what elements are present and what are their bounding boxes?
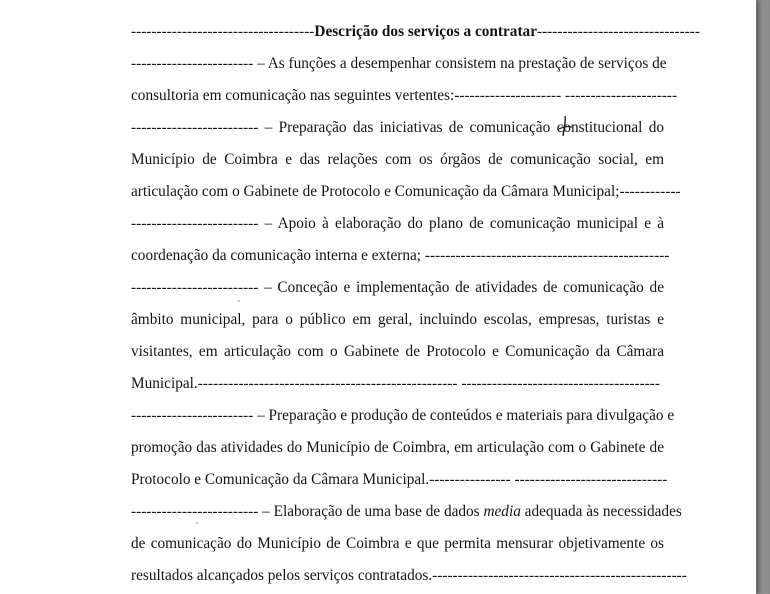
section-title: Descrição dos serviços a contratar [314, 23, 537, 40]
scan-speck [196, 522, 198, 524]
text-line: resultados alcançados pelos serviços contratados.-------------------------------------------------- [131, 567, 687, 584]
text-line: promoção das atividades do Município de Coimbra, em articulação com o Gabinete de [131, 439, 664, 456]
text-line [131, 502, 682, 522]
text-line: ------------------------ – Preparação e produção de conteúdos e materiais para divulgação e [131, 407, 675, 424]
text-line: ------------------------- – Preparação das iniciativas de comunicação constitucional do [131, 119, 664, 136]
dash-filler: ------------------------------------ [131, 23, 315, 40]
text-line: ------------------------- – Apoio à elaboração do plano de comunicação municipal e à [131, 215, 664, 232]
text-line: ------------------------ – As funções a desempenhar consistem na prestação de serviços de [131, 55, 667, 72]
text-line: ------------------------- – Conceção e implementação de atividades de comunicação de [131, 279, 664, 296]
text-line: articulação com o Gabinete de Protocolo e Comunicação da Câmara Municipal;------------ [131, 183, 681, 200]
section-heading [131, 22, 700, 42]
text-line: coordenação da comunicação interna e externa; ------------------------------------------------ [131, 247, 670, 264]
italic-term: media [483, 503, 521, 520]
text-segment: adequada às necessidades [520, 503, 682, 520]
dash-filler: -------------------------------- [536, 23, 700, 40]
text-line: consultoria em comunicação nas seguintes vertentes:--------------------- ---------------------- [131, 87, 678, 104]
handwritten-correction-mark [556, 114, 574, 138]
text-line: de comunicação do Município de Coimbra e que permita mensurar objetivamente os [131, 535, 664, 552]
text-line: Município de Coimbra e das relações com os órgãos de comunicação social, em [131, 151, 664, 168]
text-line: âmbito municipal, para o público em geral, incluindo escolas, empresas, turistas e [131, 311, 664, 328]
text-line: Protocolo e Comunicação da Câmara Municipal.---------------- ------------------------------ [131, 471, 668, 488]
text-line: Municipal.--------------------------------------------------- --------------------------------------- [131, 375, 660, 392]
scan-speck [238, 300, 240, 302]
text-line: visitantes, em articulação com o Gabinete de Protocolo e Comunicação da Câmara [131, 343, 664, 360]
text-segment: ------------------------- – Elaboração de uma base de dados [131, 503, 484, 520]
